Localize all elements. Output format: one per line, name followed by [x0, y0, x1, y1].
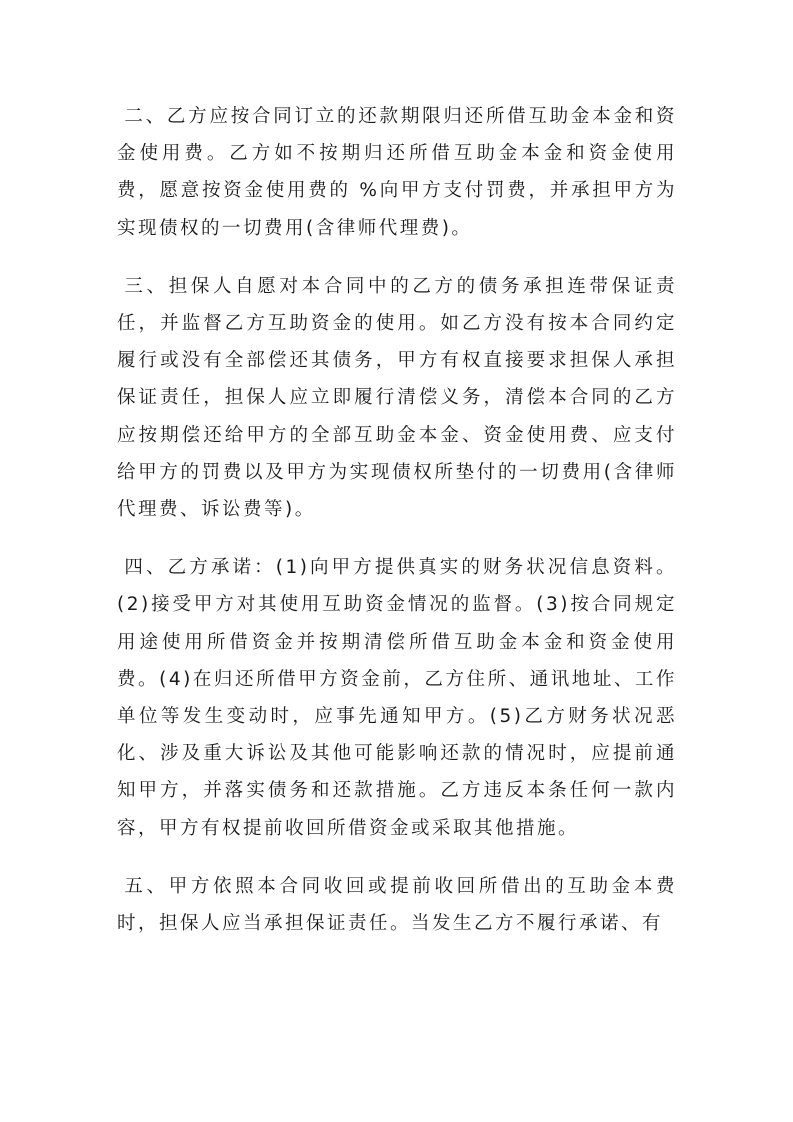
- clause-five-paragraph: 五、甲方依照本合同收回或提前收回所借出的互助金本费时，担保人应当承担保证责任。当发生乙方不履行承诺、有: [117, 875, 677, 935]
- clause-two-paragraph: 二、乙方应按合同订立的还款期限归还所借互助金本金和资金使用费。乙方如不按期归还所借互助金本金和资金使用费，愿意按资金使用费的 %向甲方支付罚费，并承担甲方为实现债权的一切费用(含律师代理费)。: [117, 106, 677, 239]
- document-body: [117, 98, 677, 963]
- clause-three-paragraph: 三、担保人自愿对本合同中的乙方的债务承担连带保证责任，并监督乙方互助资金的使用。如乙方没有按本合同约定履行或没有全部偿还其债务，甲方有权直接要求担保人承担保证责任，担保人应立即履行清偿义务，清偿本合同的乙方应按期偿还给甲方的全部互助金本金、资金使用费、应支付给甲方的罚费以及甲方为实现债权所垫付的一切费用(含律师代理费、诉讼费等)。: [117, 275, 677, 521]
- clause-four-paragraph: 四、乙方承诺：(1)向甲方提供真实的财务状况信息资料。(2)接受甲方对其使用互助资金情况的监督。(3)按合同规定用途使用所借资金并按期清偿所借互助金本金和资金使用费。(4)在归还所借甲方资金前，乙方住所、通讯地址、工作单位等发生变动时，应事先通知甲方。(5)乙方财务状况恶化、涉及重大诉讼及其他可能影响还款的情况时，应提前通知甲方，并落实债务和还款措施。乙方违反本条任何一款内容，甲方有权提前收回所借资金或采取其他措施。: [117, 557, 677, 839]
